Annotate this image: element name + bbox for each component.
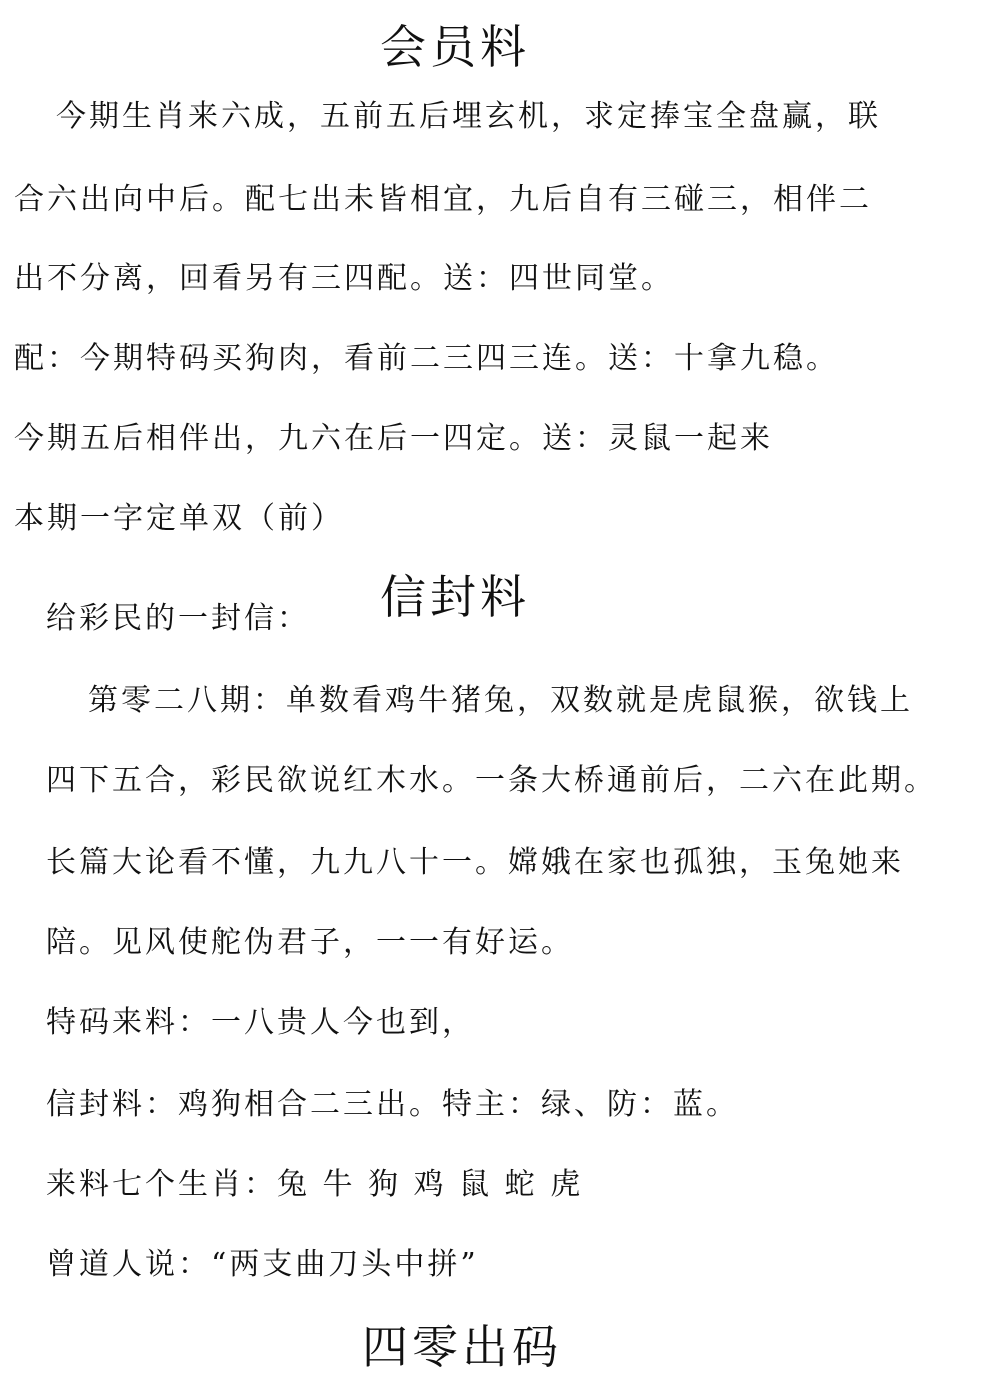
members-line-pairing: 配：今期特码买狗肉，看前二三四三连。送：十拿九稳。 <box>14 341 839 376</box>
members-poem-line-3: 出不分离，回看另有三四配。送：四世同堂。 <box>14 261 674 296</box>
letter-envelope-line: 信封料：鸡狗相合二三出。特主：绿、防：蓝。 <box>46 1087 739 1122</box>
letter-body-line-4: 陪。见风使舵伪君子，一一有好运。 <box>46 925 574 960</box>
members-poem-line-2: 合六出向中后。配七出未皆相宜，九后自有三碰三，相伴二 <box>14 182 872 217</box>
letter-body-line-1: 第零二八期：单数看鸡牛猪兔，双数就是虎鼠猴，欲钱上 <box>88 683 913 718</box>
members-poem-line-1: 今期生肖来六成，五前五后埋玄机，求定捧宝全盘赢，联 <box>56 99 881 134</box>
letter-section-title: 信封料 <box>380 570 530 624</box>
letter-body-line-3: 长篇大论看不懂，九九八十一。嫦娥在家也孤独，玉兔她来 <box>46 845 904 880</box>
members-line-odd-even: 本期一字定单双（前） <box>14 501 344 536</box>
letter-body-line-2: 四下五合，彩民欲说红木水。一条大桥通前后，二六在此期。 <box>46 763 937 798</box>
letter-quote-line: 曾道人说：“两支曲刀头中拼” <box>46 1247 479 1282</box>
letter-special-code-line: 特码来料：一八贵人今也到， <box>46 1005 475 1040</box>
members-section-title: 会员料 <box>380 20 530 74</box>
footer-section-title: 四零出码 <box>362 1320 562 1374</box>
letter-greeting: 给彩民的一封信： <box>46 601 310 636</box>
letter-zodiac-line: 来料七个生肖：兔 牛 狗 鸡 鼠 蛇 虎 <box>46 1167 584 1202</box>
members-line-five-after: 今期五后相伴出，九六在后一四定。送：灵鼠一起来 <box>14 421 773 456</box>
